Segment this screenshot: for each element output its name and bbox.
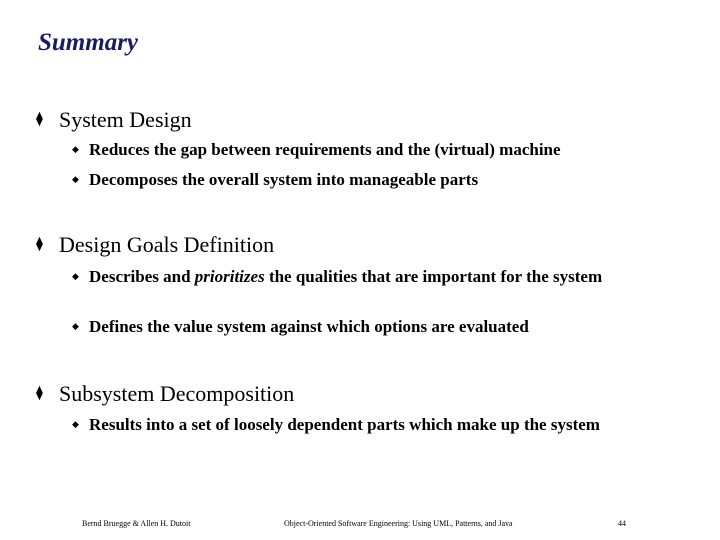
footer-authors: Bernd Bruegge & Allen H. Dutoit — [82, 519, 191, 528]
diamond-bullet-icon: ⧫ — [36, 112, 43, 127]
footer-page-number: 44 — [618, 519, 626, 528]
diamond-bullet-icon: ⧫ — [36, 386, 43, 401]
level2-text: Decomposes the overall system into manageable parts — [89, 170, 479, 189]
emphasis-text: prioritizes — [194, 267, 265, 286]
small-diamond-bullet-icon: ◆ — [72, 144, 79, 154]
footer-book-title: Object-Oriented Software Engineering: Using UML, Patterns, and Java — [284, 519, 513, 528]
level2-text — [89, 266, 669, 288]
small-diamond-bullet-icon: ◆ — [72, 419, 79, 429]
level1-text: Design Goals Definition — [59, 232, 275, 257]
level1-text: System Design — [59, 107, 192, 132]
small-diamond-bullet-icon: ◆ — [72, 321, 79, 331]
level2-text: Defines the value system against which options are evaluated — [89, 317, 529, 336]
level1-text: Subsystem Decomposition — [59, 381, 295, 406]
text-part: Describes and — [89, 267, 195, 286]
small-diamond-bullet-icon: ◆ — [72, 271, 79, 281]
slide-title: Summary — [38, 29, 139, 56]
small-diamond-bullet-icon: ◆ — [72, 174, 79, 184]
level2-text: Results into a set of loosely dependent parts which make up the system — [89, 415, 600, 434]
level2-text: Reduces the gap between requirements and the (virtual) machine — [89, 140, 561, 159]
diamond-bullet-icon: ⧫ — [36, 237, 43, 252]
text-part: the qualities that are important for the system — [264, 267, 603, 286]
